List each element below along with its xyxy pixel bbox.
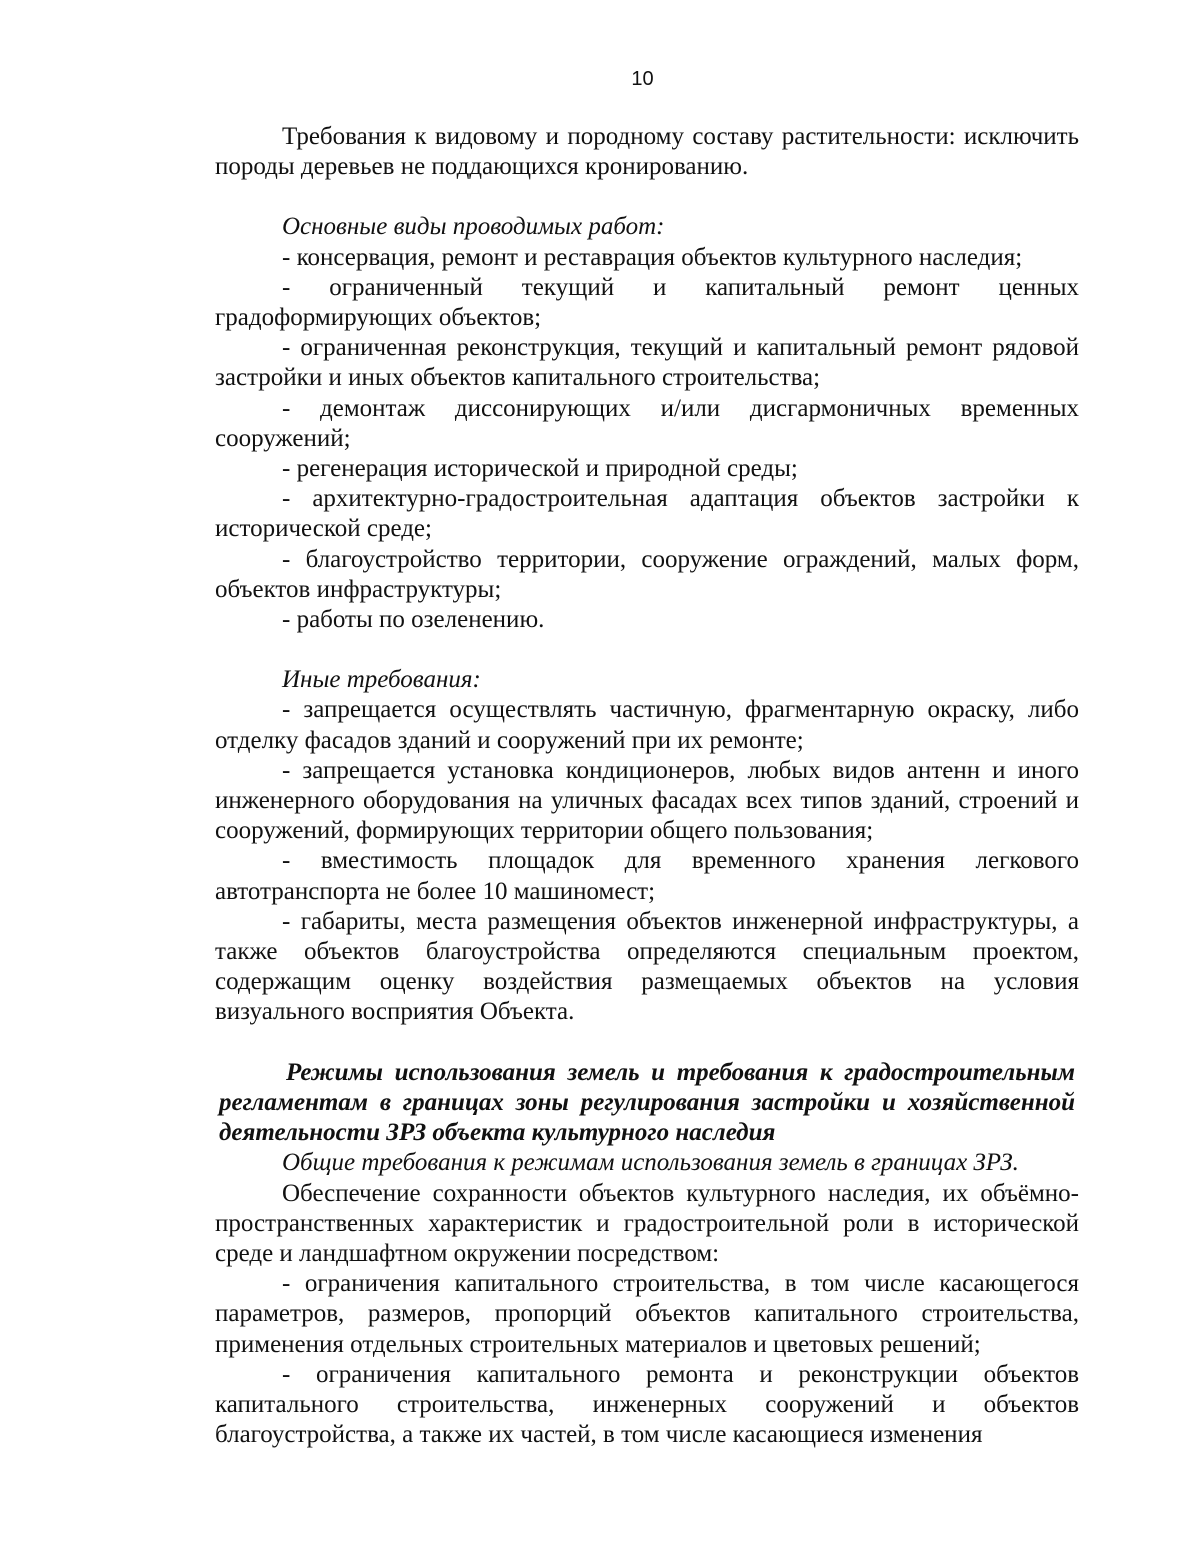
zrz-paragraph: Обеспечение сохранности объектов культурного наследия, их объёмно-пространственных характеристик и градостроительной роли в исторической среде и ландшафтном окружении посредством: bbox=[215, 1179, 1079, 1267]
main-works-title: Основные виды проводимых работ: bbox=[282, 213, 665, 241]
main-works-item: - регенерация исторической и природной среды; bbox=[282, 455, 798, 483]
main-works-item: - благоустройство территории, сооружение ограждений, малых форм, объектов инфраструктуры; bbox=[215, 545, 1079, 603]
other-requirements-item: - вместимость площадок для временного хранения легкового автотранспорта не более 10 машиномест; bbox=[215, 847, 1079, 905]
main-works-item: - консервация, ремонт и реставрация объектов культурного наследия; bbox=[282, 243, 1023, 271]
main-works-item: - ограниченный текущий и капитальный ремонт ценных градоформирующих объектов; bbox=[215, 273, 1079, 332]
zrz-general-requirements-subheading: Общие требования к режимам использования земель в границах ЗРЗ. bbox=[282, 1149, 1019, 1177]
page-number: 10 bbox=[631, 68, 654, 90]
spacer bbox=[215, 1028, 1079, 1058]
main-works-item: - ограниченная реконструкция, текущий и капитальный ремонт рядовой застройки и иных объектов капитального строительства; bbox=[215, 334, 1079, 392]
spacer bbox=[215, 182, 1079, 212]
zrz-section-heading: Режимы использования земель и требования к градостроительным регламентам в границах зоны регулирования застройки и хозяйственной деятельности ЗРЗ объекта культурного наследия bbox=[219, 1058, 1075, 1147]
document-body bbox=[215, 122, 1079, 1450]
vegetation-requirements-paragraph: Требования к видовому и породному составу растительности: исключить породы деревьев не поддающихся кронированию. bbox=[215, 123, 1079, 181]
zrz-paragraph: - ограничения капитального строительства, в том числе касающегося параметров, размеров, пропорций объектов капитального строительства, применения отдельных строительных материалов и цветовых решений; bbox=[215, 1270, 1079, 1358]
other-requirements-title: Иные требования: bbox=[282, 666, 481, 694]
main-works-item: - работы по озеленению. bbox=[282, 606, 545, 634]
other-requirements-item: - запрещается установка кондиционеров, любых видов антенн и иного инженерного оборудования на уличных фасадах всех типов зданий, строений и сооружений, формирующих территории общего пользования; bbox=[215, 756, 1079, 845]
other-requirements-item: - запрещается осуществлять частичную, фрагментарную окраску, либо отделку фасадов зданий и сооружений при их ремонте; bbox=[215, 696, 1079, 754]
main-works-item: - архитектурно-градостроительная адаптация объектов застройки к исторической среде; bbox=[215, 485, 1079, 543]
zrz-paragraph: - ограничения капитального ремонта и реконструкции объектов капитального строительства, инженерных сооружений и объектов благоустройства, а также их частей, в том числе касающиеся изменения bbox=[215, 1360, 1079, 1449]
other-requirements-item: - габариты, места размещения объектов инженерной инфраструктуры, а также объектов благоустройства определяются специальным проектом, содержащим оценку воздействия размещаемых объектов на условия визуального восприятия Объекта. bbox=[215, 907, 1079, 1026]
spacer bbox=[215, 635, 1079, 665]
main-works-item: - демонтаж диссонирующих и/или дисгармоничных временных сооружений; bbox=[215, 394, 1079, 452]
